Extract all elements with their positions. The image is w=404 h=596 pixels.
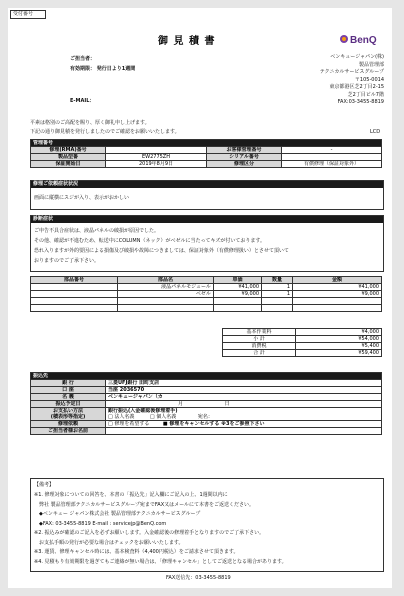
company-line: 製品管理部 xyxy=(358,61,384,68)
intro-line-1: 平素は格別のご高配を賜り、厚く御礼申し上げます。 xyxy=(30,120,150,126)
bank-value: 三菱UFJ銀行 田町支店 xyxy=(106,380,382,387)
warranty-label: 保証開始日 xyxy=(31,161,106,168)
totals-label: 合 計 xyxy=(223,350,296,357)
payment-method-head: 銀行振込(入金確認後修理着手) xyxy=(108,408,178,414)
day-label: 日 xyxy=(224,401,230,407)
part-name xyxy=(118,305,214,312)
line-amount xyxy=(293,298,382,305)
repair-request-label: 修理依頼 xyxy=(31,421,106,428)
transfer-date-label: 振込予定日 xyxy=(31,401,106,408)
company-line: 〒105-0014 xyxy=(354,76,384,83)
totals-value: ¥59,400 xyxy=(296,350,382,357)
payment-method-field xyxy=(106,408,382,421)
unit-price: ¥9,000 xyxy=(213,291,261,298)
transfer-date-field[interactable] xyxy=(106,401,382,408)
document-title: 御 見 積 書 xyxy=(158,36,216,47)
bank-header: 振込先 xyxy=(31,373,382,380)
company-line: テクニカルサービスグループ xyxy=(319,69,384,75)
notes-header: 【備考】 xyxy=(34,482,55,488)
company-address xyxy=(258,54,384,107)
note-line: ※3. 運賃、修理キャンセル時には、基本検査料（4,400円税込）をご請求させて頂きます。 xyxy=(34,549,239,555)
bank-label: 銀 行 xyxy=(31,380,106,387)
repair-cancel-checkbox[interactable]: ■ 修理をキャンセルする ※3をご参照下さい xyxy=(162,421,265,427)
serial-label: シリアル番号 xyxy=(207,154,282,161)
line-amount: ¥9,000 xyxy=(293,291,382,298)
parts-header-row xyxy=(31,277,382,284)
repair-number-value[interactable] xyxy=(106,147,207,154)
symptom-text: 画面に縦横にスジが入り、表示がおかしい xyxy=(34,195,130,201)
quantity xyxy=(262,305,293,312)
repair-type-value[interactable]: 有償修理（保証対象外） xyxy=(282,161,382,168)
part-name: ベゼル xyxy=(118,291,214,298)
parts-column-header: 数量 xyxy=(262,277,293,284)
notes-text xyxy=(34,491,287,567)
quantity xyxy=(262,298,293,305)
parts-table xyxy=(30,276,382,312)
totals-value: ¥54,000 xyxy=(296,336,382,343)
account-label: 口 座 xyxy=(31,387,106,394)
repair-number-label: 修理(RMA)番号 xyxy=(31,147,106,154)
unit-price: ¥41,000 xyxy=(213,284,261,291)
note-line: 弊社 製品管理部テクニカルサービスグループ宛までFAX又はメールにて本書をご返送ください。 xyxy=(34,501,255,508)
account-name-label: 名 義 xyxy=(31,394,106,401)
parts-row xyxy=(31,291,382,298)
payment-method-title: お支払い方法 xyxy=(52,408,83,414)
month-label: 月 xyxy=(178,401,184,407)
note-line: ※4. 見積もり有効期限を過ぎてもご連絡が無い場合は、「修理キャンセル」としてご返送となる場合があります。 xyxy=(34,558,287,565)
management-header: 管理番号 xyxy=(31,140,382,147)
totals-value: ¥5,400 xyxy=(296,343,382,350)
model-label: 製品型番 xyxy=(31,154,106,161)
personal-name-checkbox[interactable]: □ 個人名義 xyxy=(149,414,177,420)
account-value: 当座 2036570 xyxy=(106,387,382,394)
part-number[interactable] xyxy=(31,291,118,298)
line-amount: ¥41,000 xyxy=(293,284,382,291)
totals-row xyxy=(223,329,382,336)
totals-row xyxy=(223,350,382,357)
part-number[interactable] xyxy=(31,298,118,305)
validity-text: 有効期限： 発行日より1週間 xyxy=(70,66,136,72)
totals-row xyxy=(223,343,382,350)
account-name-value: ベンキュージャパン（カ xyxy=(106,394,382,401)
brand-wordmark: BenQ xyxy=(350,35,377,45)
company-line: FAX:03-3455-8819 xyxy=(337,99,384,105)
note-line: ※2. 振込みが確認のご記入を必ずお願いします。入金確認後の修理着手となりますのでご了承下さい。 xyxy=(34,530,265,536)
customer-number-label: お客様管理番号 xyxy=(207,147,282,154)
totals-label: 基本作業料 xyxy=(223,329,296,336)
intro-line-2: 下記の通り御見積を発行しましたのでご確認をお願いいたします。 xyxy=(30,129,180,135)
document-code: LCD xyxy=(370,129,381,135)
parts-row xyxy=(31,284,382,291)
signature-field[interactable] xyxy=(106,428,382,435)
diagnosis-line: ご申告不具合症状は、液晶パネルの破損が原因でした。 xyxy=(34,228,160,234)
repair-request-field xyxy=(106,421,382,428)
diagnosis-text xyxy=(34,226,289,266)
parts-column-header: 金額 xyxy=(293,277,382,284)
unit-price xyxy=(213,305,261,312)
diagnosis-section xyxy=(30,215,384,272)
quantity: 1 xyxy=(262,284,293,291)
note-line: ◆FAX: 03-3455-8819 E-mail : servicejp@BenQ.com xyxy=(34,520,167,527)
totals-label: 消費税 xyxy=(223,343,296,350)
notes-section xyxy=(30,478,384,572)
part-name: 液晶パネルモジュール xyxy=(118,284,214,291)
symptom-header: 修理ご依頼症状状況 xyxy=(31,181,383,188)
totals-value: ¥4,000 xyxy=(296,329,382,336)
company-line: 芝2丁目ビル7階 xyxy=(347,91,384,98)
quantity: 1 xyxy=(262,291,293,298)
quotation-page xyxy=(8,8,392,588)
note-line: ◆ベンキュー ジャパン株式会社 製品管理部テクニカルサービスグループ xyxy=(34,511,201,517)
footer-fax: FAX送信先：03-3455-8819 xyxy=(166,575,231,581)
note-line: お支払手順の発行が必要な場合はチェックをお願いいたします。 xyxy=(34,539,184,546)
unit-price xyxy=(213,298,261,305)
model-value[interactable]: EW2775ZH xyxy=(106,154,207,161)
addressee-label: 宛名： xyxy=(197,414,213,420)
diagnosis-line: おりますのでご了承下さい。 xyxy=(34,258,100,264)
management-table xyxy=(30,139,382,168)
warranty-value[interactable]: 2019年8月9日 xyxy=(106,161,207,168)
repair-type-label: 修理区分 xyxy=(207,161,282,168)
parts-row xyxy=(31,305,382,312)
diagnosis-header: 診断症状 xyxy=(31,216,383,223)
diagnosis-line: 恐れ入りますが外的要因による損傷及び破損や故障につきましては、保証対象外（有償修理扱い）とさせて頂いて xyxy=(34,248,289,254)
totals-label: 小 計 xyxy=(223,336,296,343)
part-name xyxy=(118,298,214,305)
line-amount xyxy=(293,305,382,312)
corporate-name-checkbox[interactable]: □ 法人名義 xyxy=(108,414,135,420)
part-number[interactable] xyxy=(31,305,118,312)
serial-value[interactable] xyxy=(282,154,382,161)
company-line: ベンキュージャパン(株) xyxy=(330,54,384,60)
bank-table xyxy=(30,372,382,435)
diagnosis-line: その他、確認が不進むため、転送中にCOLUMN（ネック）がベゼルに当たってキズが付いております。 xyxy=(34,238,265,244)
parts-row xyxy=(31,298,382,305)
totals-row xyxy=(223,336,382,343)
company-line: 東京都港区芝2丁目2-15 xyxy=(329,84,384,90)
email-label: E-MAIL： xyxy=(70,98,95,104)
receipt-number-box[interactable] xyxy=(10,10,46,19)
totals-table xyxy=(222,328,382,357)
note-line: ※1. 修理対象についての回答を、本書の「振込先」記入欄にご記入の上、1週間以内に xyxy=(34,492,228,498)
repair-yes-checkbox[interactable]: □ 修理を希望する xyxy=(108,421,150,427)
parts-column-header: 単価 xyxy=(213,277,261,284)
part-number[interactable] xyxy=(31,284,118,291)
payment-method-label xyxy=(31,408,106,421)
parts-column-header: 部品番号 xyxy=(31,277,118,284)
benq-logo xyxy=(338,30,384,45)
parts-column-header: 部品名 xyxy=(118,277,214,284)
receipt-number-label: 受付番号 xyxy=(13,11,34,17)
payment-method-sub: (積表形等指定) xyxy=(50,414,86,420)
customer-number-value[interactable]: - xyxy=(282,147,382,154)
contact-person-label: ご担当者： xyxy=(70,56,96,62)
symptom-section xyxy=(30,180,384,210)
signature-label: ご担当者様お名前 xyxy=(31,428,106,435)
